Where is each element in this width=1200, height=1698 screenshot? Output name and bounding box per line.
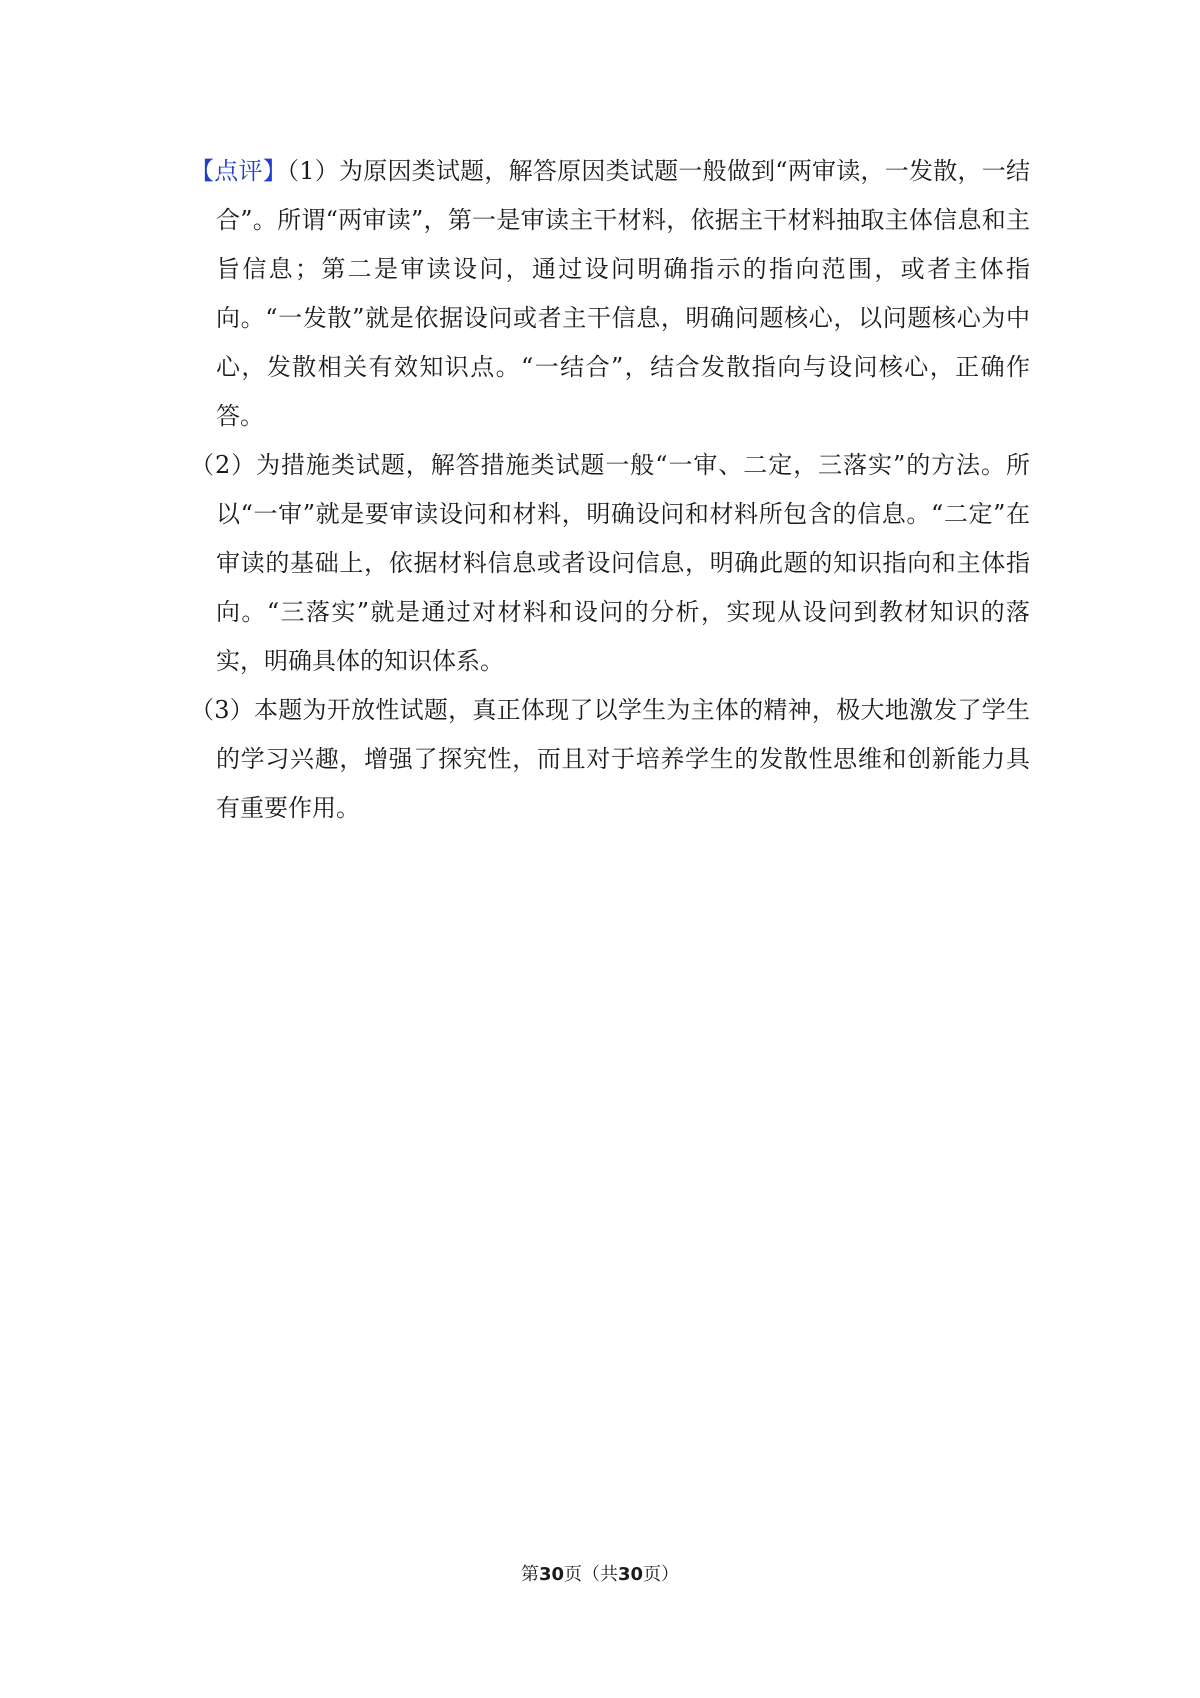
commentary-label: 【点评】 (190, 157, 287, 185)
page-footer (0, 1560, 1200, 1586)
total-page-number: 30 (618, 1564, 644, 1585)
commentary-paragraph-2: （2）为措施类试题，解答措施类试题一般“一审、二定，三落实”的方法。所以“一审”就是要审读设问和材料，明确设问和材料所包含的信息。“二定”在审读的基础上，依据材料信息或者设问信息，明确此题的知识指向和主体指向。“三落实”就是通过对材料和设问的分析，实现从设问到教材知识的落实，明确具体的知识体系。 (190, 451, 1030, 675)
current-page-number: 30 (538, 1564, 564, 1585)
commentary-paragraph-3: （3）本题为开放性试题，真正体现了以学生为主体的精神，极大地激发了学生的学习兴趣，增强了探究性，而且对于培养学生的发散性思维和创新能力具有重要作用。 (190, 696, 1030, 822)
footer-middle: 页（共 (564, 1564, 618, 1585)
commentary-text-1: （1）为原因类试题，解答原因类试题一般做到“两审读，一发散，一结合”。所谓“两审读”，第一是审读主干材料，依据主干材料抽取主体信息和主旨信息；第二是审读设问，通过设问明确指示的指向范围，或者主体指向。“一发散”就是依据设问或者主干信息，明确问题核心，以问题核心为中心，发散相关有效知识点。“一结合”，结合发散指向与设问核心，正确作答。 (216, 157, 1030, 430)
footer-suffix: 页） (643, 1564, 680, 1585)
commentary-section (190, 147, 1030, 833)
commentary-paragraph-1 (190, 147, 1030, 441)
footer-prefix: 第 (520, 1564, 539, 1585)
